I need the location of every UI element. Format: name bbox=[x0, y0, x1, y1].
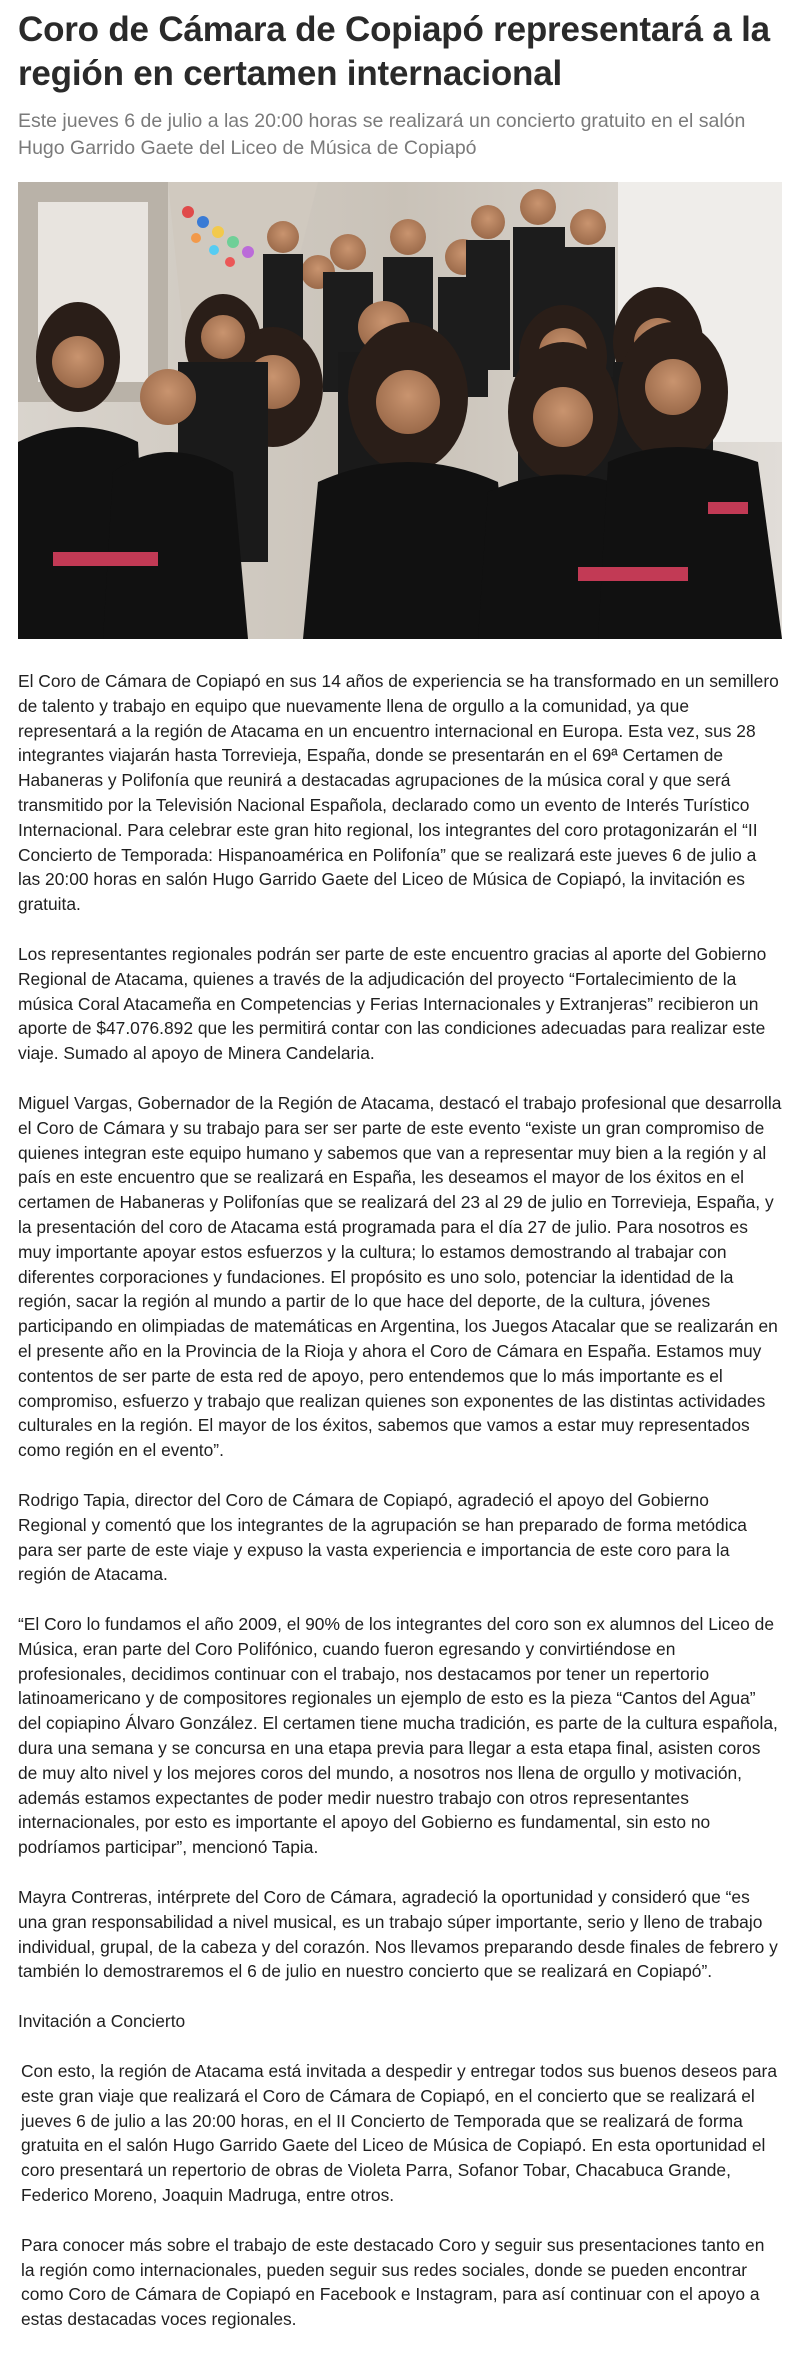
article-paragraph: Mayra Contreras, intérprete del Coro de Cámara, agradeció la oportunidad y consideró que “es una gran responsabilidad a nivel musical, es un trabajo súper importante, serio y lleno de trabajo individual, grupal, de la cabeza y del corazón. Nos llevamos preparando desde finales de febrero y también lo demostraremos el 6 de julio en nuestro concierto que se realizará en Copiapó”. bbox=[18, 1887, 778, 1982]
article bbox=[18, 0, 782, 2357]
article-title: Coro de Cámara de Copiapó representará a la región en certamen internacional bbox=[18, 10, 770, 93]
article-paragraph: Los representantes regionales podrán ser parte de este encuentro gracias al aporte del Gobierno Regional de Atacama, quienes a través de la adjudicación del proyecto “Fortalecimiento de la música Coral Atacameña en Competencias y Ferias Internacionales y Extranjeras” recibieron un aporte de $47.076.892 que les permitirá contar con las condiciones adecuadas para realizar este viaje. Sumado al apoyo de Minera Candelaria. bbox=[18, 943, 767, 1064]
article-paragraph: Para conocer más sobre el trabajo de este destacado Coro y seguir sus presentaciones tanto en la región como internacionales, pueden seguir sus redes sociales, donde se pueden encontrar como Coro de Cámara de Copiapó en Facebook e Instagram, para así continuar con el apoyo a estas destacadas voces regionales. bbox=[21, 2234, 765, 2330]
article-body bbox=[18, 669, 782, 2332]
article-subtitle: Este jueves 6 de julio a las 20:00 horas se realizará un concierto gratuito en el salón Hugo Garrido Gaete del Liceo de Música de Copiapó bbox=[18, 110, 746, 159]
choir-photo bbox=[18, 182, 782, 639]
article-paragraph: Con esto, la región de Atacama está invitada a despedir y entregar todos sus buenos deseos para este gran viaje que realizará el Coro de Cámara de Copiapó, en el concierto que se realizará el jueves 6 de julio a las 20:00 horas, en el II Concierto de Temporada que se realizará de forma gratuita en el salón Hugo Garrido Gaete del Liceo de Música de Copiapó. En esta oportunidad el coro presentará un repertorio de obras de Violeta Parra, Sofanor Tobar, Chacabuca Grande, Federico Moreno, Joaquin Madruga, entre otros. bbox=[21, 2061, 778, 2206]
section-heading: Invitación a Concierto bbox=[18, 2011, 186, 2032]
article-paragraph: Rodrigo Tapia, director del Coro de Cámara de Copiapó, agradeció el apoyo del Gobierno Regional y comentó que los integrantes de la agrupación se han preparado de forma metódica para ser parte de este viaje y expuso la vasta experiencia e importancia de este coro para la región de Atacama. bbox=[18, 1489, 747, 1585]
article-paragraph: Miguel Vargas, Gobernador de la Región de Atacama, destacó el trabajo profesional que desarrolla el Coro de Cámara y su trabajo para ser ser parte de este evento “existe un gran compromiso de quienes integran este equipo humano y sabemos que van a representar muy bien a la región y al país en este encuentro que se realizará en España, les deseamos el mayor de los éxitos en el certamen de Habaneras y Polifonías que se realizará del 23 al 29 de julio en Torrevieja, España, y la presentación del coro de Atacama está programada para el día 27 de julio. Para nosotros es muy importante apoyar estos esfuerzos y la cultura; lo estamos demostrando al trabajar con diferentes corporaciones y fundaciones. El propósito es uno solo, potenciar la identidad de la región, sacar la región al mundo a partir de lo que hace del deporte, de la cultura, jóvenes participando en olimpiadas de matemáticas en Argentina, los Juegos Atacalar que se realizarán en el presente año en la Provincia de la Rioja y ahora el Coro de Cámara en España. Estamos muy contentos de ser parte de esta red de apoyo, pero entendemos que lo más importante es el compromiso, esfuerzo y trabajo que realizan quienes son exponentes de las distintas actividades culturales en la región. El mayor de los éxitos, sabemos que vamos a estar muy representados como región en el evento”. bbox=[18, 1092, 782, 1461]
article-paragraph: “El Coro lo fundamos el año 2009, el 90% de los integrantes del coro son ex alumnos del Liceo de Música, eran parte del Coro Polifónico, cuando fueron egresando y convirtiéndose en profesionales, decidimos continuar con el trabajo, nos destacamos por tener un repertorio latinoamericano y de compositores regionales un ejemplo de esto es la pieza “Cantos del Agua” del copiapino Álvaro González. El certamen tiene mucha tradición, es parte de la cultura española, dura una semana y se concursa en una etapa previa para llegar a esta etapa final, asisten coros de muy alto nivel y los mejores coros del mundo, a nosotros nos llena de orgullo y motivación, además estamos expectantes de poder medir nuestro trabajo con otros representantes internacionales, por esto es importante el apoyo del Gobierno es fundamental, sin esto no podríamos participar”, mencionó Tapia. bbox=[18, 1614, 778, 1858]
choir-photo-illustration bbox=[18, 182, 782, 639]
article-paragraph: El Coro de Cámara de Copiapó en sus 14 años de experiencia se ha transformado en un semillero de talento y trabajo en equipo que nuevamente llena de orgullo a la comunidad, ya que representará a la región de Atacama en un encuentro internacional en Europa. Esta vez, sus 28 integrantes viajarán hasta Torrevieja, España, donde se presentarán en el 69ª Certamen de Habaneras y Polifonía que reunirá a destacadas agrupaciones de la música coral y que será transmitido por la Televisión Nacional Española, declarado como un evento de Interés Turístico Internacional. Para celebrar este gran hito regional, los integrantes del coro protagonizarán el “II Concierto de Temporada: Hispanoamérica en Polifonía” que se realizará este jueves 6 de julio a las 20:00 horas en salón Hugo Garrido Gaete del Liceo de Música de Copiapó, la invitación es gratuita. bbox=[18, 671, 779, 915]
